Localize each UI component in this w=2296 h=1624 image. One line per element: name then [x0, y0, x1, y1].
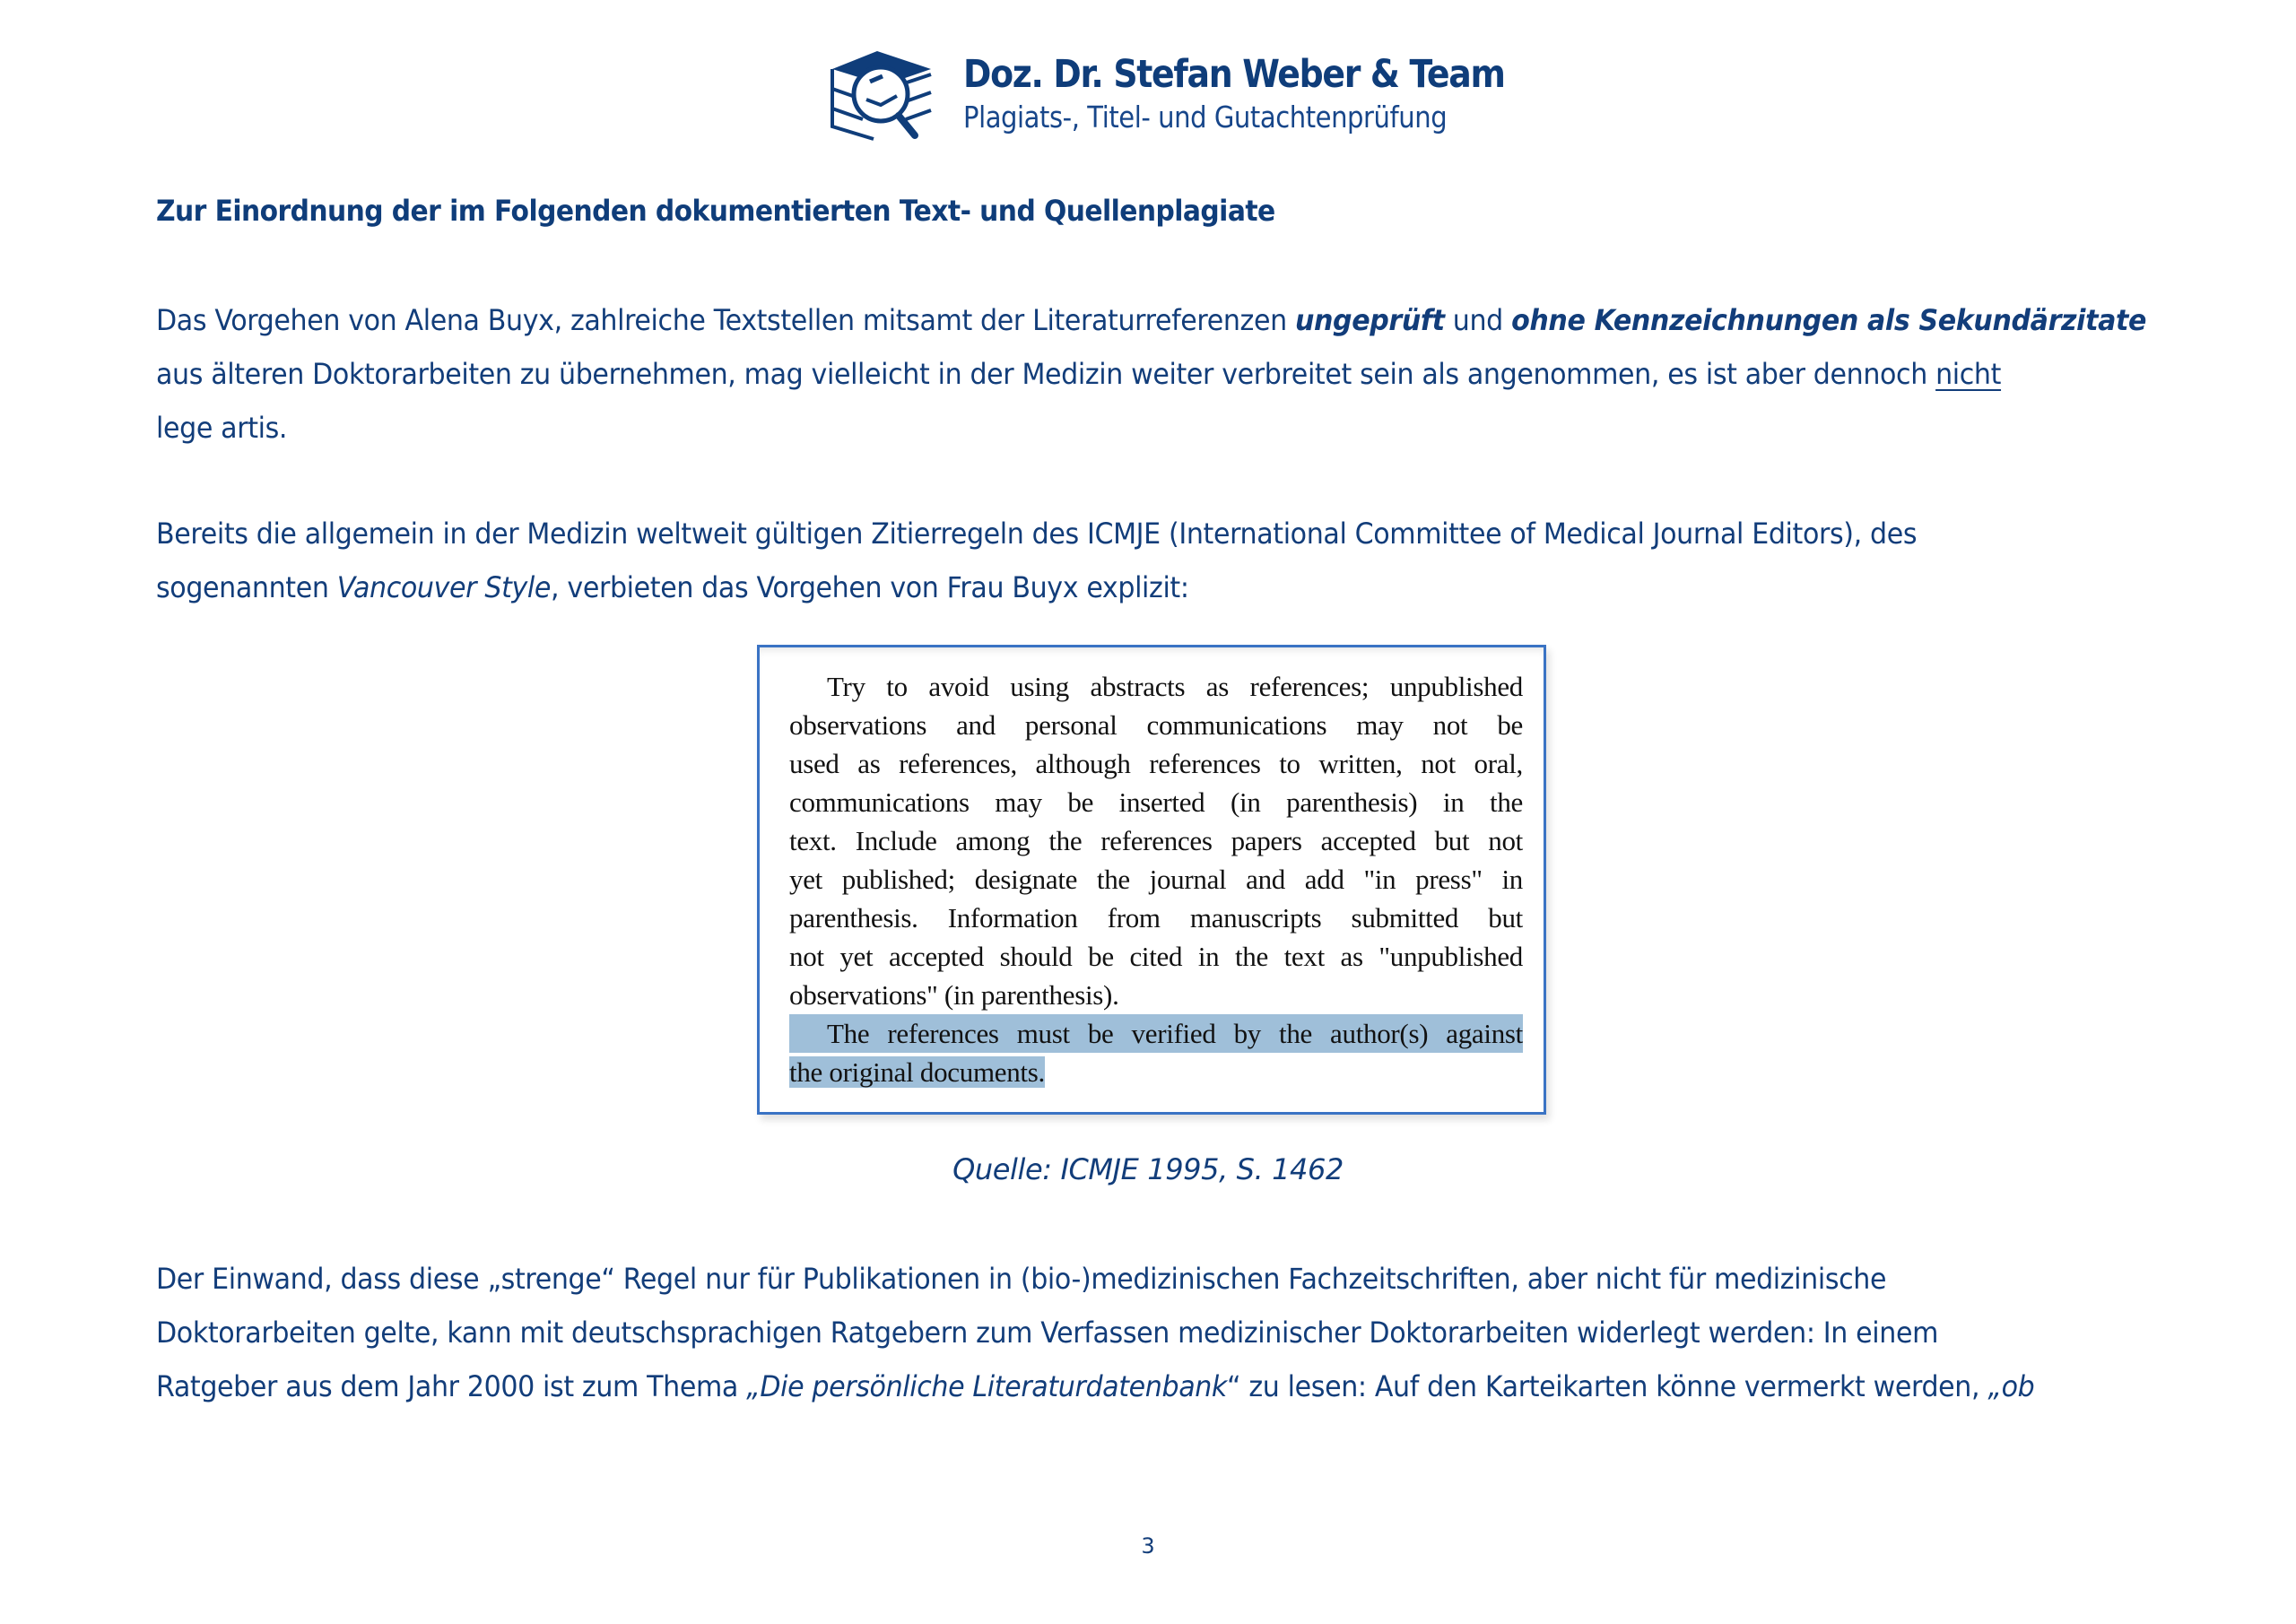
underlined-nicht: nicht	[1935, 357, 2002, 391]
quote-line: used as references, although references to written, not oral,	[789, 748, 1523, 779]
books-magnifier-icon	[827, 46, 935, 143]
section-heading: Zur Einordnung der im Folgenden dokumentierten Text- und Quellenplagiate	[156, 194, 1275, 228]
icmje-quote-excerpt	[757, 645, 1546, 1115]
paragraph-1-line-2: aus älteren Doktorarbeiten zu übernehmen, mag vielleicht in der Medizin weiter verbreitet sein als angenommen, es ist aber dennoch nicht	[156, 357, 2002, 391]
paragraph-2-line-2: sogenannten Vancouver Style, verbieten das Vorgehen von Frau Buyx explizit:	[156, 570, 1189, 604]
page-number: 3	[1141, 1533, 1155, 1559]
quote-line: communications may be inserted (in parenthesis) in the	[789, 786, 1523, 818]
quote-line: Try to avoid using abstracts as references; unpublished	[827, 671, 1523, 702]
highlighted-quote-line-end: the original documents.	[789, 1056, 1045, 1088]
highlighted-quote-line: The references must be verified by the author(s) against	[789, 1014, 1523, 1053]
emphasis-ungeprueft: ungeprüft	[1294, 303, 1445, 337]
italic-quote-start: „ob	[1987, 1369, 2035, 1403]
quote-line: text. Include among the references papers accepted but not	[789, 825, 1523, 856]
paragraph-1-line-1: Das Vorgehen von Alena Buyx, zahlreiche Textstellen mitsamt der Literaturreferenzen ungeprüft und ohne Kennzeichnungen als Sekundärzitate	[156, 303, 2147, 337]
letterhead-title: Doz. Dr. Stefan Weber & Team	[963, 52, 1505, 97]
paragraph-3-line-3: Ratgeber aus dem Jahr 2000 ist zum Thema „Die persönliche Literaturdatenbank“ zu lesen: Auf den Karteikarten könne vermerkt werden, „ob	[156, 1369, 2035, 1403]
letterhead-text	[963, 51, 1578, 137]
quote-text	[789, 667, 1523, 1091]
quote-line: observations" (in parenthesis).	[789, 979, 1119, 1011]
letterhead	[827, 45, 1578, 143]
paragraph-2-line-1: Bereits die allgemein in der Medizin weltweit gültigen Zitierregeln des ICMJE (International Committee of Medical Journal Editors), des	[156, 517, 1918, 551]
paragraph-3-line-2: Doktorarbeiten gelte, kann mit deutschsprachigen Ratgebern zum Verfassen medizinischer Doktorarbeiten widerlegt werden: In einem	[156, 1316, 1939, 1350]
quote-line: parenthesis. Information from manuscripts submitted but	[789, 902, 1523, 934]
paragraph-1	[156, 293, 2183, 455]
paragraph-1-line-3: lege artis.	[156, 411, 288, 445]
vancouver-style: Vancouver Style	[336, 570, 552, 604]
quote-line: observations and personal communications may not be	[789, 709, 1523, 741]
figure-caption: Quelle: ICMJE 1995, S. 1462	[952, 1152, 1344, 1186]
emphasis-sekundaerzitate: ohne Kennzeichnungen als Sekundärzitate	[1511, 303, 2147, 337]
italic-book-topic: „Die persönliche Literaturdatenbank	[746, 1369, 1227, 1403]
letterhead-subtitle: Plagiats-, Titel- und Gutachtenprüfung	[963, 100, 1448, 135]
paragraph-2	[156, 507, 2183, 614]
quote-line: not yet accepted should be cited in the text as "unpublished	[789, 941, 1523, 972]
paragraph-3	[156, 1252, 2183, 1413]
paragraph-3-line-1: Der Einwand, dass diese „strenge“ Regel nur für Publikationen in (bio-)medizinischen Fachzeitschriften, aber nicht für medizinische	[156, 1262, 1887, 1296]
quote-line: yet published; designate the journal and add "in press" in	[789, 864, 1523, 895]
